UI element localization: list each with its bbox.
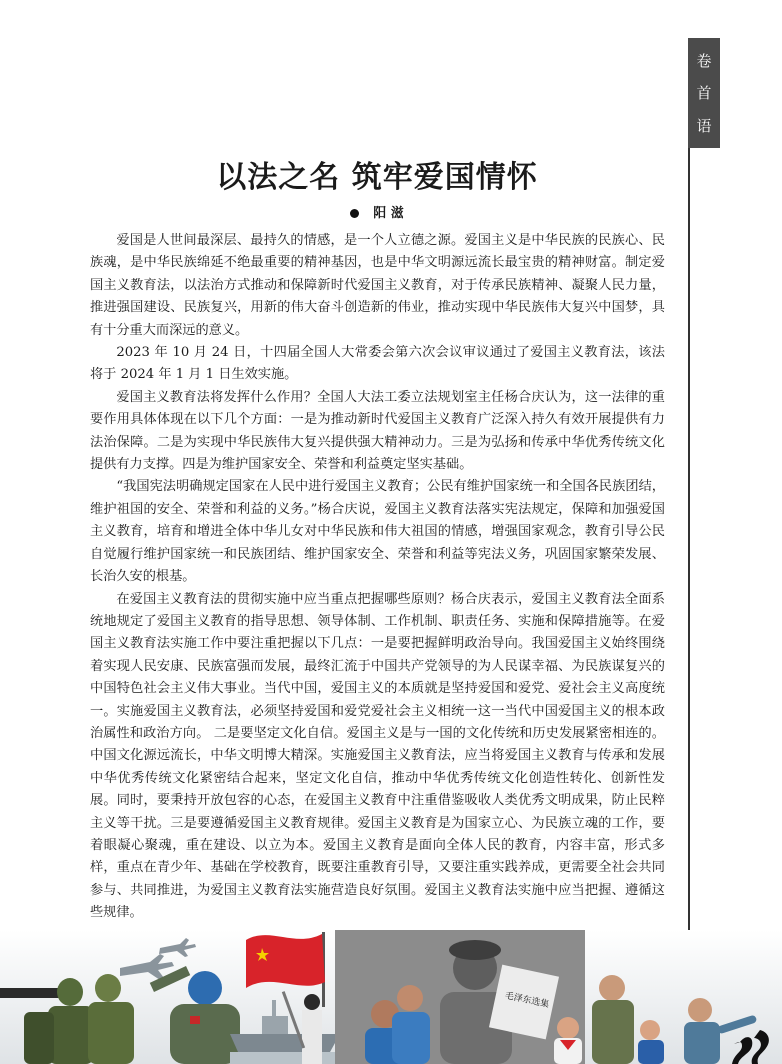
historical-photo xyxy=(335,930,585,1064)
column-tab xyxy=(688,38,720,148)
paragraph: 在爱国主义教育法的贯彻实施中应当重点把握哪些原则？杨合庆表示，爱国主义教育法全面系统地规定了爱国主义教育的指导思想、领导体制、工作机制、职责任务、实施和保障措施等。在爱国主义教育法实施工作中要注重把握以下几点：一是要把握鲜明政治导向。我国爱国主义始终围绕着实现人民安康、民族富强而发展，最终汇流于中国共产党领导的为人民谋幸福、为民族谋复兴的中国特色社会主义伟大事业。当代中国，爱国主义的本质就是坚持爱国和爱党、爱社会主义高度统一。实施爱国主义教育法，必须坚持爱国和爱党爱社会主义相统一这一当代中国爱国主义的根本政治属性和政治方向。 二是要坚定文化自信。爱国主义是与一国的文化传统和历史发展紧密相连的。中国文化源远流长，中华文明博大精深。实施爱国主义教育法，应当将爱国主义教育与传承和发展中华优秀传统文化紧密结合起来，坚定文化自信，推动中华优秀传统文化创造性转化、创新性发展。同时，要秉持开放包容的心态，在爱国主义教育中注重借鉴吸收人类优秀文明成果，防止民粹主义等干扰。三是要遵循爱国主义教育规律。爱国主义教育是为国家立心、为民族立魂的工作，要着眼凝心聚魂，重在建设、以立为本。爱国主义教育是面向全体人民的教育，内容丰富，形式多样，重点在青少年、基础在学校教育，既要注重教育引导，又要注重实践养成，更需要全社会共同参与、共同推进，为爱国主义教育法实施营造良好氛围。爱国主义教育法实施中应当把握、遵循这些规律。 xyxy=(90,591,665,921)
author-line xyxy=(0,202,754,221)
side-rule xyxy=(688,148,690,958)
article-title: 以法之名 筑牢爱国情怀 xyxy=(216,160,538,195)
patriotic-photo-banner xyxy=(0,930,782,1064)
column-tab-char: 首 xyxy=(696,84,712,103)
author-name: 阳 滋 xyxy=(373,206,404,221)
banner-illustration xyxy=(0,930,782,1064)
paragraph: “我国宪法明确规定国家在人民中进行爱国主义教育；公民有维护国家统一和全国各民族团结，维护祖国的安全、荣誉和利益的义务。”杨合庆说，爱国主义教育法落实宪法规定，保障和加强爱国主义教育，培育和增进全体中华儿女对中华民族和伟大祖国的情感，增强国家观念，教育引导公民自觉履行维护国家统一和民族团结、维护国家安全、荣誉和利益等宪法义务，巩固国家繁荣发展、长治久安的根基。 xyxy=(90,479,665,585)
paragraph: 2023 年 10 月 24 日，十四届全国人大常委会第六次会议审议通过了爱国主义教育法，该法将于 2024 年 1 月 1 日生效实施。 xyxy=(90,345,665,383)
column-tab-char: 语 xyxy=(696,117,712,136)
paragraph: 爱国是人世间最深层、最持久的情感，是一个人立德之源。爱国主义是中华民族的民族心、民族魂，是中华民族绵延不绝最重要的精神基因，也是中华文明源远流长最宝贵的精神财富。制定爱国主义教育法，以法治方式推动和保障新时代爱国主义教育，对于传承民族精神、凝聚人民力量，推进强国建设、民族复兴，用新的伟大奋斗创造新的伟业，推动实现中华民族伟大复兴中国梦，具有十分重大而深远的意义。 xyxy=(90,233,665,338)
column-tab-char: 卷 xyxy=(696,51,712,70)
article-body xyxy=(90,230,665,925)
paragraph: 爱国主义教育法将发挥什么作用？全国人大法工委立法规划室主任杨合庆认为，这一法律的重要作用具体体现在以下几个方面：一是为推动新时代爱国主义教育广泛深入持久有效开展提供有力法治保障。二是为实现中华民族伟大复兴提供强大精神动力。三是为弘扬和传承中华优秀传统文化提供有力支撑。四是为维护国家安全、荣誉和利益奠定坚实基础。 xyxy=(90,389,665,473)
bullet-dot-icon xyxy=(350,209,359,218)
book-title: 毛泽东选集 xyxy=(503,990,550,1011)
